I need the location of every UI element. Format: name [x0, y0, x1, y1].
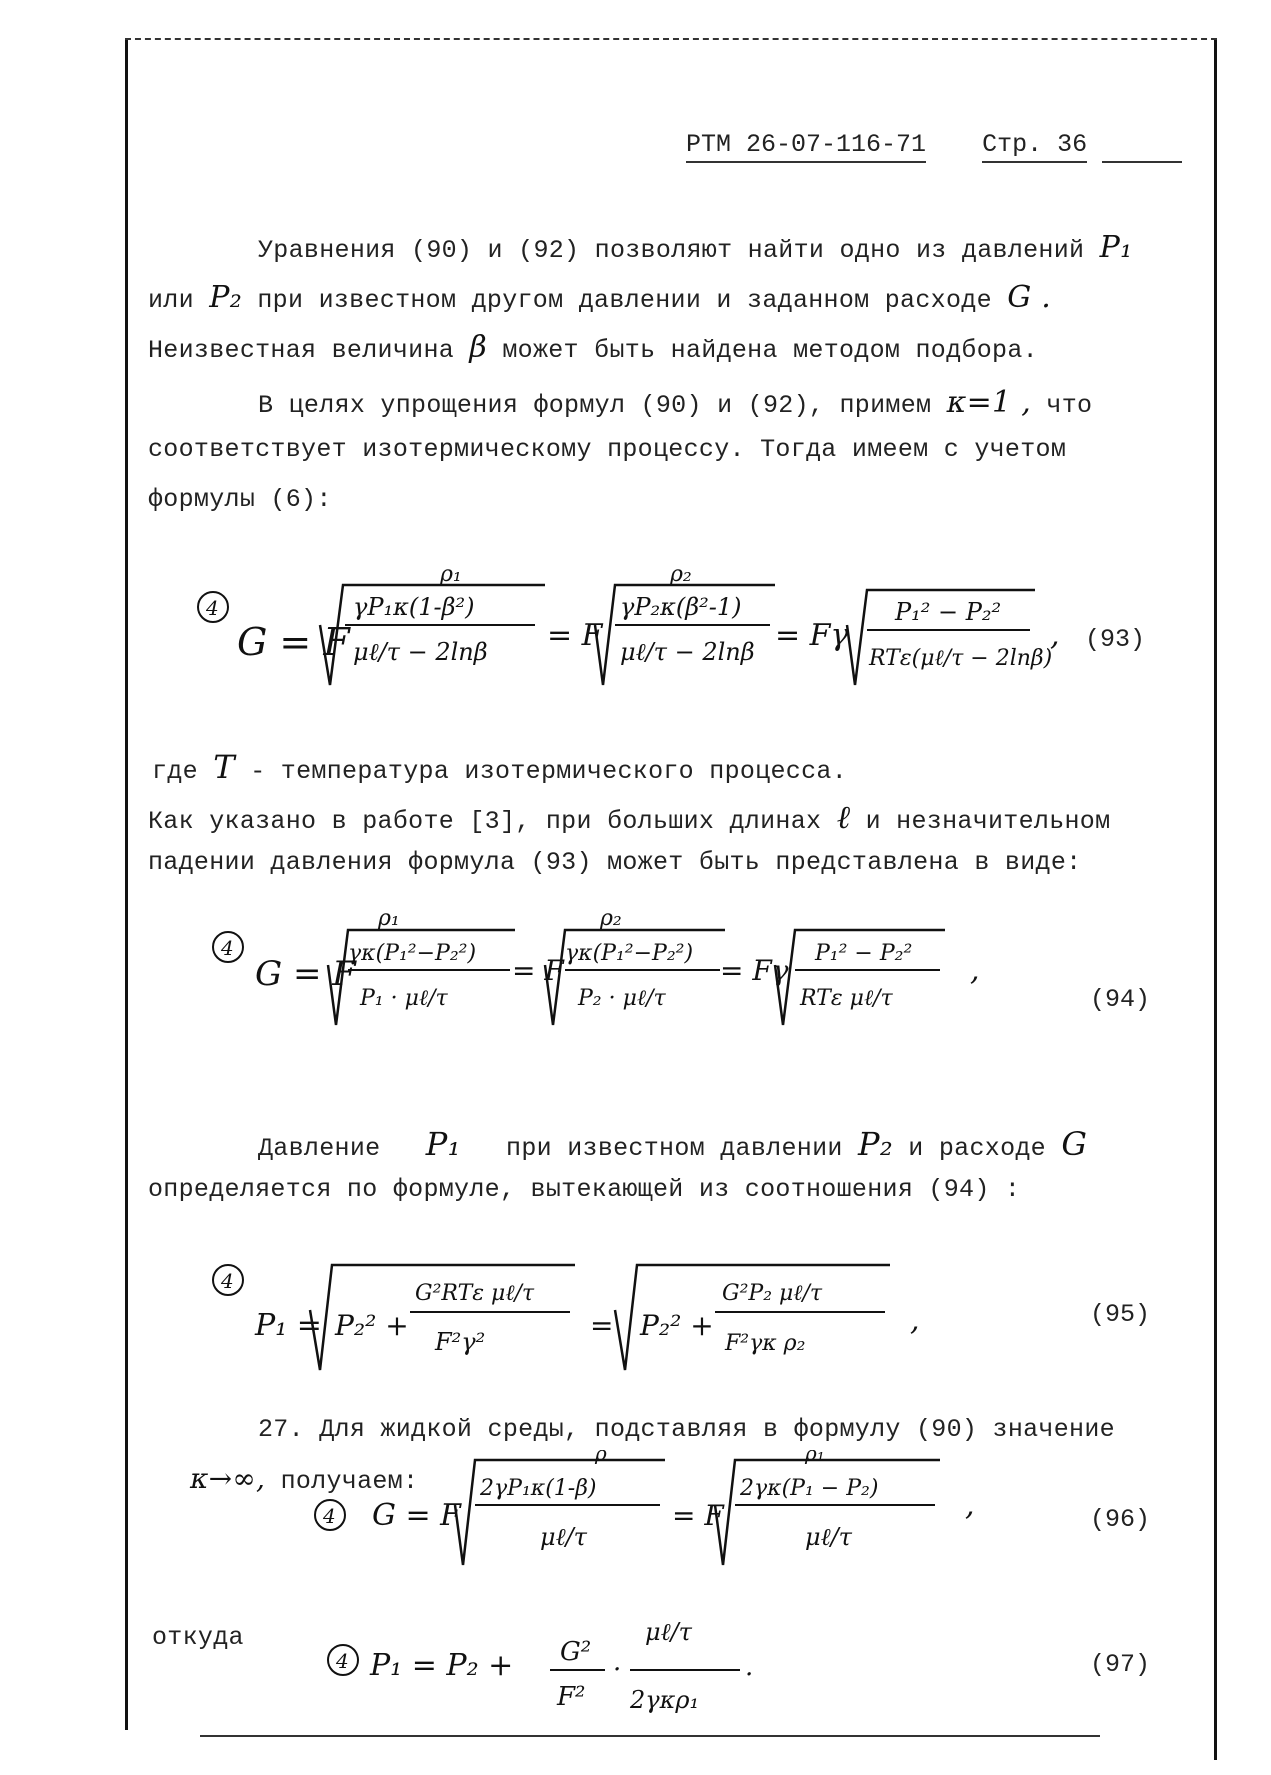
symbol: G	[1061, 1125, 1088, 1163]
f95-den2: F²γκ ρ₂	[725, 1331, 806, 1356]
f93-sup2: ρ₂	[670, 565, 692, 587]
f97-frac2-den: 2γκρ₁	[630, 1686, 700, 1714]
svg-text:.: .	[745, 1652, 754, 1682]
text: Неизвестная величина	[148, 336, 455, 365]
mark-text: 4	[336, 1649, 349, 1673]
symbol: ℓ	[836, 798, 851, 836]
f97-frac1-den: F²	[557, 1682, 586, 1712]
formula-94	[210, 905, 1010, 1045]
paragraph-line	[258, 230, 1132, 265]
f95-lhs: P₁ =	[255, 1308, 322, 1343]
paragraph-line	[148, 280, 1051, 315]
symbol: T	[213, 748, 235, 786]
equation-number-97: (97)	[1090, 1650, 1151, 1679]
f93-den3: RTε(μℓ/τ − 2lnβ)	[869, 646, 1053, 671]
text: Уравнения (90) и (92) позволяют найти одно из давлений	[258, 236, 1085, 265]
formula-95-graphic	[210, 1250, 970, 1380]
f96-den1: μℓ/τ	[540, 1523, 587, 1551]
text: и незначительном	[865, 807, 1111, 836]
f96-num2: 2γκ(P₁ − P₂)	[740, 1476, 879, 1501]
paragraph-line	[258, 1125, 1087, 1163]
symbol: P₁	[425, 1125, 461, 1163]
f93-den2: μℓ/τ − 2lnβ	[620, 638, 755, 666]
f97-lhs: P₁ = P₂ +	[370, 1648, 514, 1683]
f94-lhs: G = F	[255, 954, 356, 994]
text: что	[1046, 391, 1093, 420]
formula-96	[300, 1450, 1010, 1580]
f95-num2: G²P₂ μℓ/τ	[722, 1281, 823, 1306]
f96-sup: ρ	[595, 1450, 607, 1465]
page-number: Стр. 36	[982, 130, 1087, 163]
doc-code: РТМ 26-07-116-71	[686, 130, 926, 163]
f97-frac1-num: G²	[560, 1637, 592, 1667]
frame-bottom-line	[200, 1735, 1100, 1737]
f97-frac2-num: μℓ/τ	[645, 1618, 692, 1646]
f94-num3: P₁² − P₂²	[815, 941, 913, 966]
text: Как указано в работе [3], при больших длинах	[148, 807, 822, 836]
symbol: G .	[1007, 280, 1052, 315]
formula-97-graphic	[325, 1600, 845, 1735]
f93-lhs: G = F	[237, 620, 350, 664]
paragraph-line	[148, 330, 1038, 365]
symbol: P₂	[209, 280, 243, 315]
paragraph-line: 27. Для жидкой среды, подставляя в формулу (90) значение	[258, 1415, 1115, 1444]
symbol: κ=1 ,	[946, 385, 1032, 420]
f93-num3: P₁² − P₂²	[895, 598, 1002, 626]
formula-96-graphic	[300, 1450, 1010, 1580]
f94-den3: RTε μℓ/τ	[800, 986, 893, 1011]
svg-text:·: ·	[613, 1655, 622, 1685]
f96-sup2: ρ₁	[805, 1450, 825, 1465]
equation-number-93: (93)	[1085, 625, 1146, 654]
formula-94-graphic	[210, 905, 1010, 1045]
f93-num1: γP₁κ(1-β²)	[353, 593, 475, 621]
f96-comma: ,	[965, 1488, 975, 1523]
symbol: β	[469, 330, 488, 365]
f93-num2: γP₂κ(β²-1)	[620, 593, 742, 621]
text: и расходе	[908, 1134, 1046, 1163]
formula-97	[325, 1600, 845, 1735]
symbol: κ→∞,	[190, 1462, 266, 1495]
text: при известном давлении	[506, 1134, 843, 1163]
paragraph-line: откуда	[152, 1623, 244, 1652]
mark-text: 4	[206, 596, 219, 620]
f96-lhs: G = F	[372, 1498, 461, 1533]
formula-93	[195, 565, 1075, 705]
f94-mid: = F	[512, 954, 564, 987]
f93-sup: ρ₁	[440, 565, 462, 587]
mark-text: 4	[323, 1504, 336, 1528]
f93-mid: = F	[547, 618, 603, 653]
paragraph-line: соответствует изотермическому процессу. Тогда имеем с учетом	[148, 435, 1067, 464]
symbol: P₂	[857, 1125, 893, 1163]
f93-mid2: = Fγ	[775, 618, 849, 653]
f95-den1: F²γ²	[435, 1328, 486, 1356]
paragraph-line	[258, 385, 1092, 420]
frame-right-line	[1214, 40, 1217, 1760]
text: при известном другом давлении и заданном расходе	[257, 286, 992, 315]
text: где	[152, 757, 198, 786]
equation-number-96: (96)	[1090, 1505, 1151, 1534]
f94-den2: P₂ · μℓ/τ	[578, 986, 666, 1011]
text: может быть найдена методом подбора.	[502, 336, 1038, 365]
paragraph-line: падении давления формула (93) может быть представлена в виде:	[148, 848, 1082, 877]
frame-left-line	[125, 40, 128, 1730]
equation-number-95: (95)	[1090, 1300, 1151, 1329]
f96-den2: μℓ/τ	[805, 1523, 852, 1551]
f95-mid: =	[590, 1309, 614, 1342]
f95-t2: P₂² +	[640, 1309, 714, 1342]
paragraph-line: определяется по формуле, вытекающей из соотношения (94) :	[148, 1175, 1021, 1204]
text: - температура изотермического процесса.	[250, 757, 847, 786]
f94-sup2: ρ₂	[600, 906, 622, 931]
f95-comma: ,	[910, 1303, 920, 1338]
f94-comma: ,	[970, 953, 980, 988]
text: или	[148, 286, 194, 315]
text: Давление	[258, 1134, 381, 1163]
f96-num1: 2γP₁κ(1-β)	[480, 1476, 597, 1501]
symbol: P₁	[1099, 230, 1133, 265]
equation-number-94: (94)	[1090, 985, 1151, 1014]
page-header	[686, 130, 1182, 163]
mark-text: 4	[221, 1269, 234, 1293]
f94-mid2: = Fγ	[720, 954, 789, 987]
f93-den1: μℓ/τ − 2lnβ	[353, 638, 488, 666]
paragraph-line	[152, 748, 847, 786]
f95-num1: G²RTε μℓ/τ	[415, 1281, 535, 1306]
mark-text: 4	[221, 936, 234, 960]
f95-t1: P₂² +	[335, 1309, 409, 1342]
frame-top-line	[125, 38, 1217, 40]
f94-sup: ρ₁	[378, 906, 400, 931]
paragraph-line: формулы (6):	[148, 485, 332, 514]
f93-comma: ,	[1050, 618, 1060, 653]
formula-93-graphic	[195, 565, 1075, 705]
text: получаем:	[280, 1467, 419, 1496]
f94-num2: γκ(P₁²−P₂²)	[565, 941, 694, 966]
f94-num1: γκ(P₁²−P₂²)	[348, 941, 477, 966]
f94-den1: P₁ · μℓ/τ	[360, 986, 448, 1011]
text: В целях упрощения формул (90) и (92), примем	[258, 391, 932, 420]
paragraph-line	[148, 798, 1110, 836]
formula-95	[210, 1250, 970, 1380]
f96-mid: = F	[672, 1499, 724, 1532]
